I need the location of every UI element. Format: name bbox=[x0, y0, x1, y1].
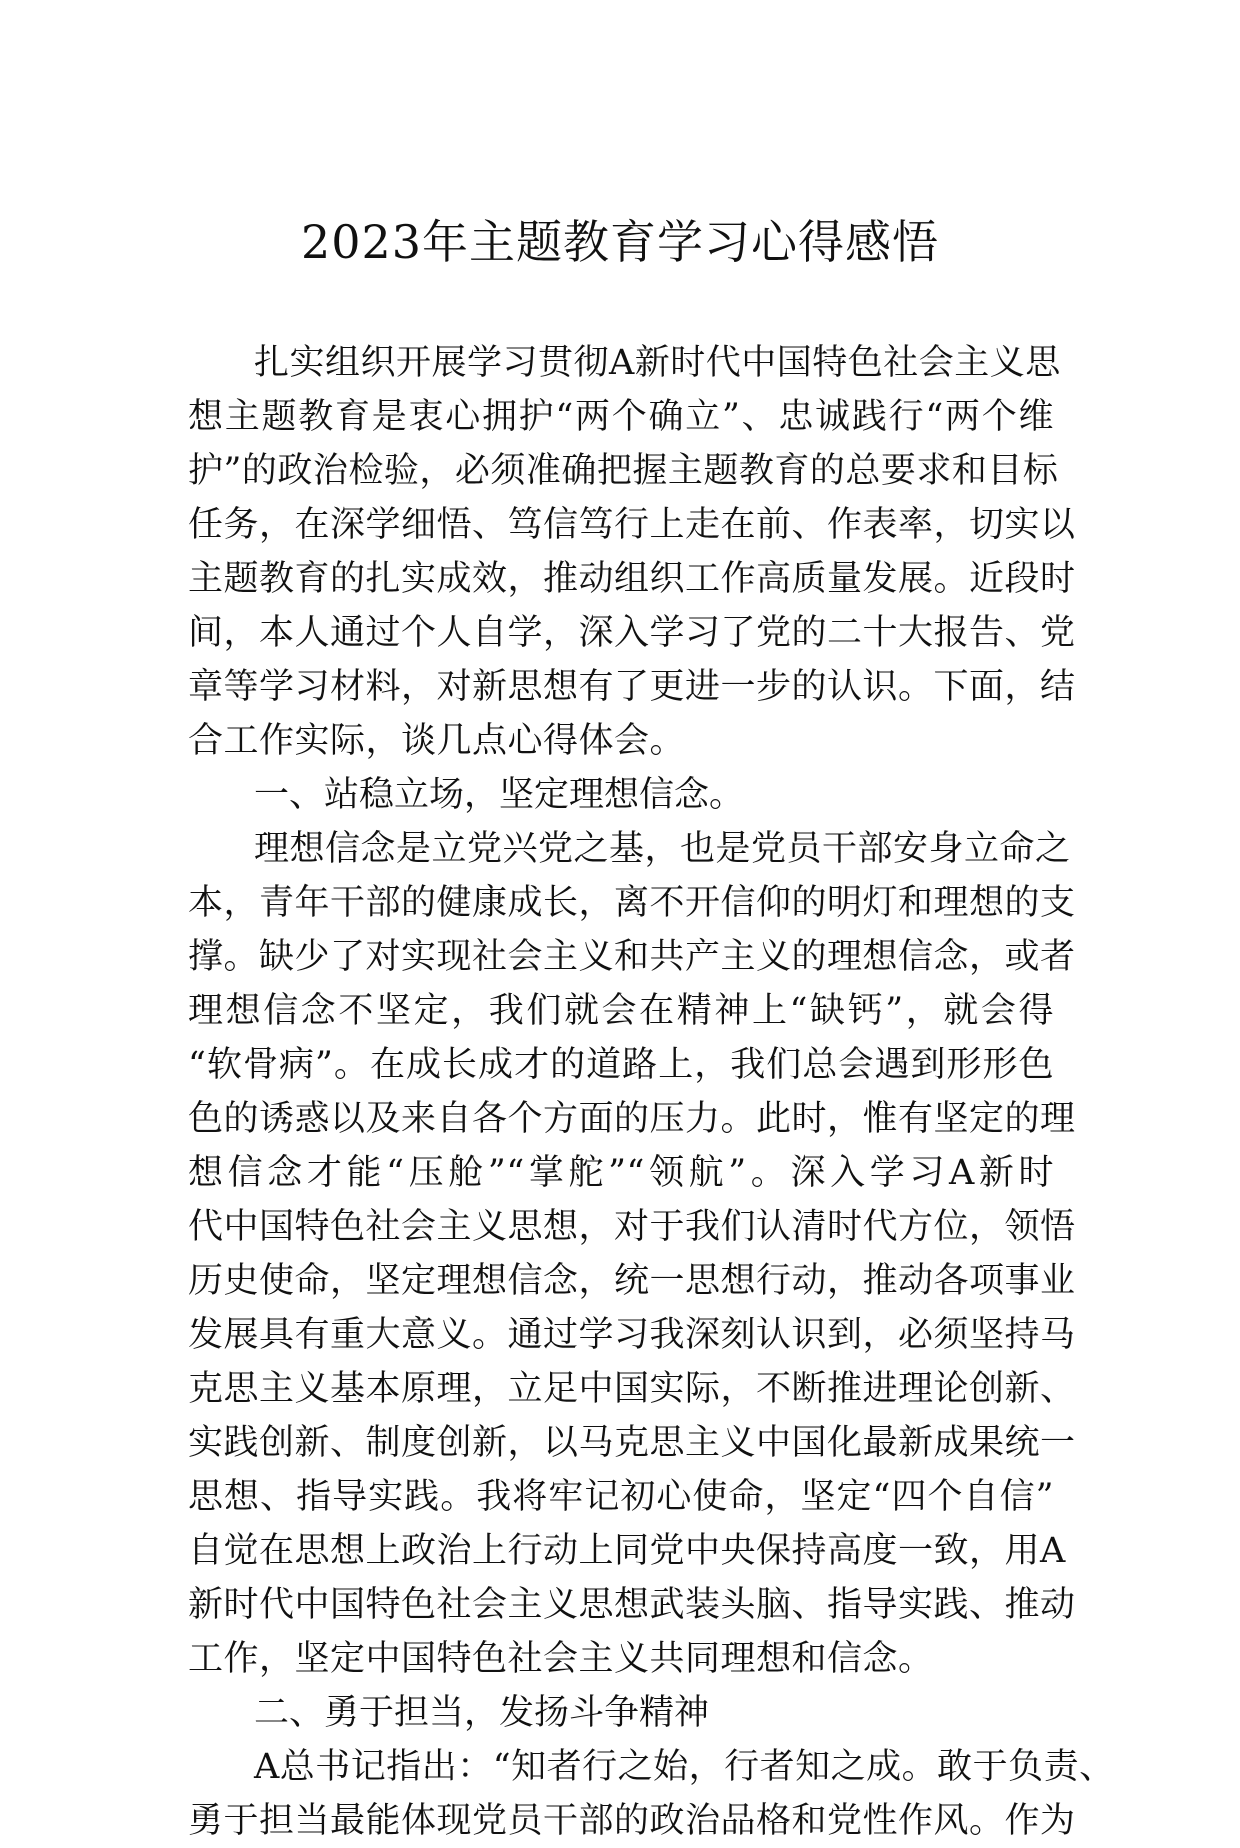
paragraph-line: 克思主义基本原理，立足中国实际，不断推进理论创新、 bbox=[188, 1369, 1076, 1409]
paragraph-line: 想主题教育是衷心拥护“两个确立”、忠诚践行“两个维 bbox=[188, 397, 1054, 437]
paragraph-line: 色的诱惑以及来自各个方面的压力。此时，惟有坚定的理 bbox=[188, 1099, 1076, 1139]
paragraph-line: 工作，坚定中国特色社会主义共同理想和信念。 bbox=[188, 1639, 934, 1679]
paragraph-line: 思想、指导实践。我将牢记初心使命，坚定“四个自信” bbox=[188, 1477, 1054, 1517]
paragraph-line: 新时代中国特色社会主义思想武装头脑、指导实践、推动 bbox=[188, 1585, 1076, 1625]
paragraph-line: 护”的政治检验，必须准确把握主题教育的总要求和目标 bbox=[188, 451, 1059, 491]
document-body bbox=[188, 336, 1115, 1848]
paragraph-line: 自觉在思想上政治上行动上同党中央保持高度一致，用A bbox=[188, 1531, 1066, 1571]
paragraph-line: 主题教育的扎实成效，推动组织工作高质量发展。近段时 bbox=[188, 559, 1076, 599]
paragraph-line: 实践创新、制度创新，以马克思主义中国化最新成果统一 bbox=[188, 1423, 1076, 1463]
paragraph-line: 发展具有重大意义。通过学习我深刻认识到，必须坚持马 bbox=[188, 1315, 1076, 1355]
paragraph-line: 间，本人通过个人自学，深入学习了党的二十大报告、党 bbox=[188, 613, 1076, 653]
paragraph-line: 合工作实际，谈几点心得体会。 bbox=[188, 721, 686, 761]
paragraph-line: 章等学习材料，对新思想有了更进一步的认识。下面，结 bbox=[188, 667, 1076, 707]
section-heading-2: 二、勇于担当，发扬斗争精神 bbox=[254, 1693, 710, 1733]
paragraph-line: 历史使命，坚定理想信念，统一思想行动，推动各项事业 bbox=[188, 1261, 1076, 1301]
paragraph-line: 理想信念是立党兴党之基，也是党员干部安身立命之 bbox=[254, 829, 1071, 869]
paragraph-line: 想信念才能“压舱”“掌舵”“领航”。深入学习A新时 bbox=[188, 1153, 1054, 1193]
paragraph-line: 本，青年干部的健康成长，离不开信仰的明灯和理想的支 bbox=[188, 883, 1076, 923]
document-title: 2023年主题教育学习心得感悟 bbox=[300, 215, 940, 269]
paragraph-line: 任务，在深学细悟、笃信笃行上走在前、作表率，切实以 bbox=[188, 505, 1076, 545]
paragraph-line: 代中国特色社会主义思想，对于我们认清时代方位，领悟 bbox=[188, 1207, 1076, 1247]
paragraph-line: 理想信念不坚定，我们就会在精神上“缺钙”，就会得 bbox=[188, 991, 1054, 1031]
paragraph-line: “软骨病”。在成长成才的道路上，我们总会遇到形形色 bbox=[188, 1045, 1054, 1085]
paragraph-line: 勇于担当最能体现党员干部的政治品格和党性作风。作为 bbox=[188, 1801, 1076, 1841]
section-heading-1: 一、站稳立场，坚定理想信念。 bbox=[254, 775, 745, 815]
paragraph-line: A总书记指出：“知者行之始，行者知之成。敢于负责、 bbox=[254, 1747, 1115, 1787]
paragraph-line: 撑。缺少了对实现社会主义和共产主义的理想信念，或者 bbox=[188, 937, 1076, 977]
paragraph-line: 扎实组织开展学习贯彻A新时代中国特色社会主义思 bbox=[254, 343, 1061, 383]
